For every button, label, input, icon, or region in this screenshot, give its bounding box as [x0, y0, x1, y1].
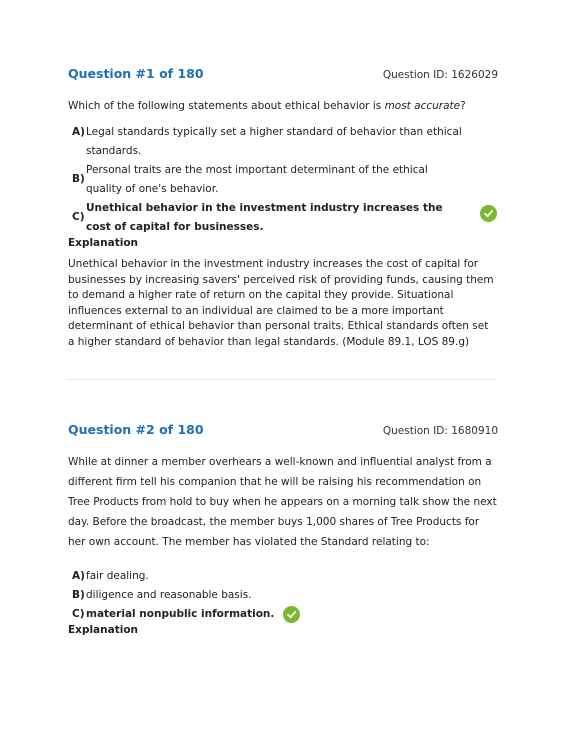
stem-emphasis: most accurate	[384, 100, 461, 112]
answer-text	[86, 605, 498, 624]
answer-letter: B)	[72, 173, 85, 185]
answer-a[interactable]	[68, 123, 498, 161]
question-2	[68, 422, 498, 636]
answer-text: Personal traits are the most important determinant of the ethical quality of one's behavior.	[86, 164, 428, 195]
answer-b[interactable]	[68, 161, 498, 199]
question-stem: Which of the following statements about ethical behavior is most accurate?	[68, 100, 466, 112]
question-header	[68, 66, 498, 88]
answer-letter: C)	[72, 211, 85, 223]
explanation-label: Explanation	[68, 624, 139, 636]
answer-c[interactable]	[68, 199, 498, 237]
question-header	[68, 422, 498, 444]
answer-text: Unethical behavior in the investment industry increases the cost of capital for businesses.	[86, 202, 443, 233]
answer-b[interactable]	[68, 586, 498, 605]
answer-letter: A)	[72, 126, 85, 138]
question-stem: While at dinner a member overhears a well-known and influential analyst from a different firm tell his companion that he will be raising his recommendation on Tree Products from hold to buy when he appears on a morning talk show the next day. Before the broadcast, the member buys 1,000 shares of Tree Products for her own account. The member has violated the Standard relating to:	[68, 456, 497, 548]
answer-text: fair dealing.	[86, 570, 149, 582]
answer-letter: B)	[72, 589, 85, 601]
answer-text-value: material nonpublic information.	[86, 608, 275, 620]
answer-text: diligence and reasonable basis.	[86, 589, 252, 601]
explanation-label: Explanation	[68, 237, 139, 249]
question-title: Question #2 of 180	[68, 422, 204, 437]
question-title: Question #1 of 180	[68, 66, 204, 81]
answer-letter: A)	[72, 570, 85, 582]
question-1	[68, 66, 498, 351]
question-id: Question ID: 1680910	[382, 425, 498, 437]
question-divider	[68, 379, 498, 380]
answer-letter: C)	[72, 608, 85, 620]
answer-c[interactable]	[68, 605, 498, 624]
check-circle-icon	[283, 606, 300, 623]
question-id: Question ID: 1626029	[382, 69, 498, 81]
explanation-text: Unethical behavior in the investment industry increases the cost of capital for businesses by increasing savers' perceived risk of providing funds, causing them to demand a higher rate of return on the capital they provide. Situational influences external to an individual are claimed to be a more important determinant of ethical behavior than personal traits. Ethical standards often set a higher standard of behavior than legal standards. (Module 89.1, LOS 89.g)	[68, 258, 494, 348]
answer-a[interactable]	[68, 567, 498, 586]
answer-text: Legal standards typically set a higher standard of behavior than ethical standards.	[86, 126, 462, 157]
check-circle-icon	[480, 205, 497, 222]
